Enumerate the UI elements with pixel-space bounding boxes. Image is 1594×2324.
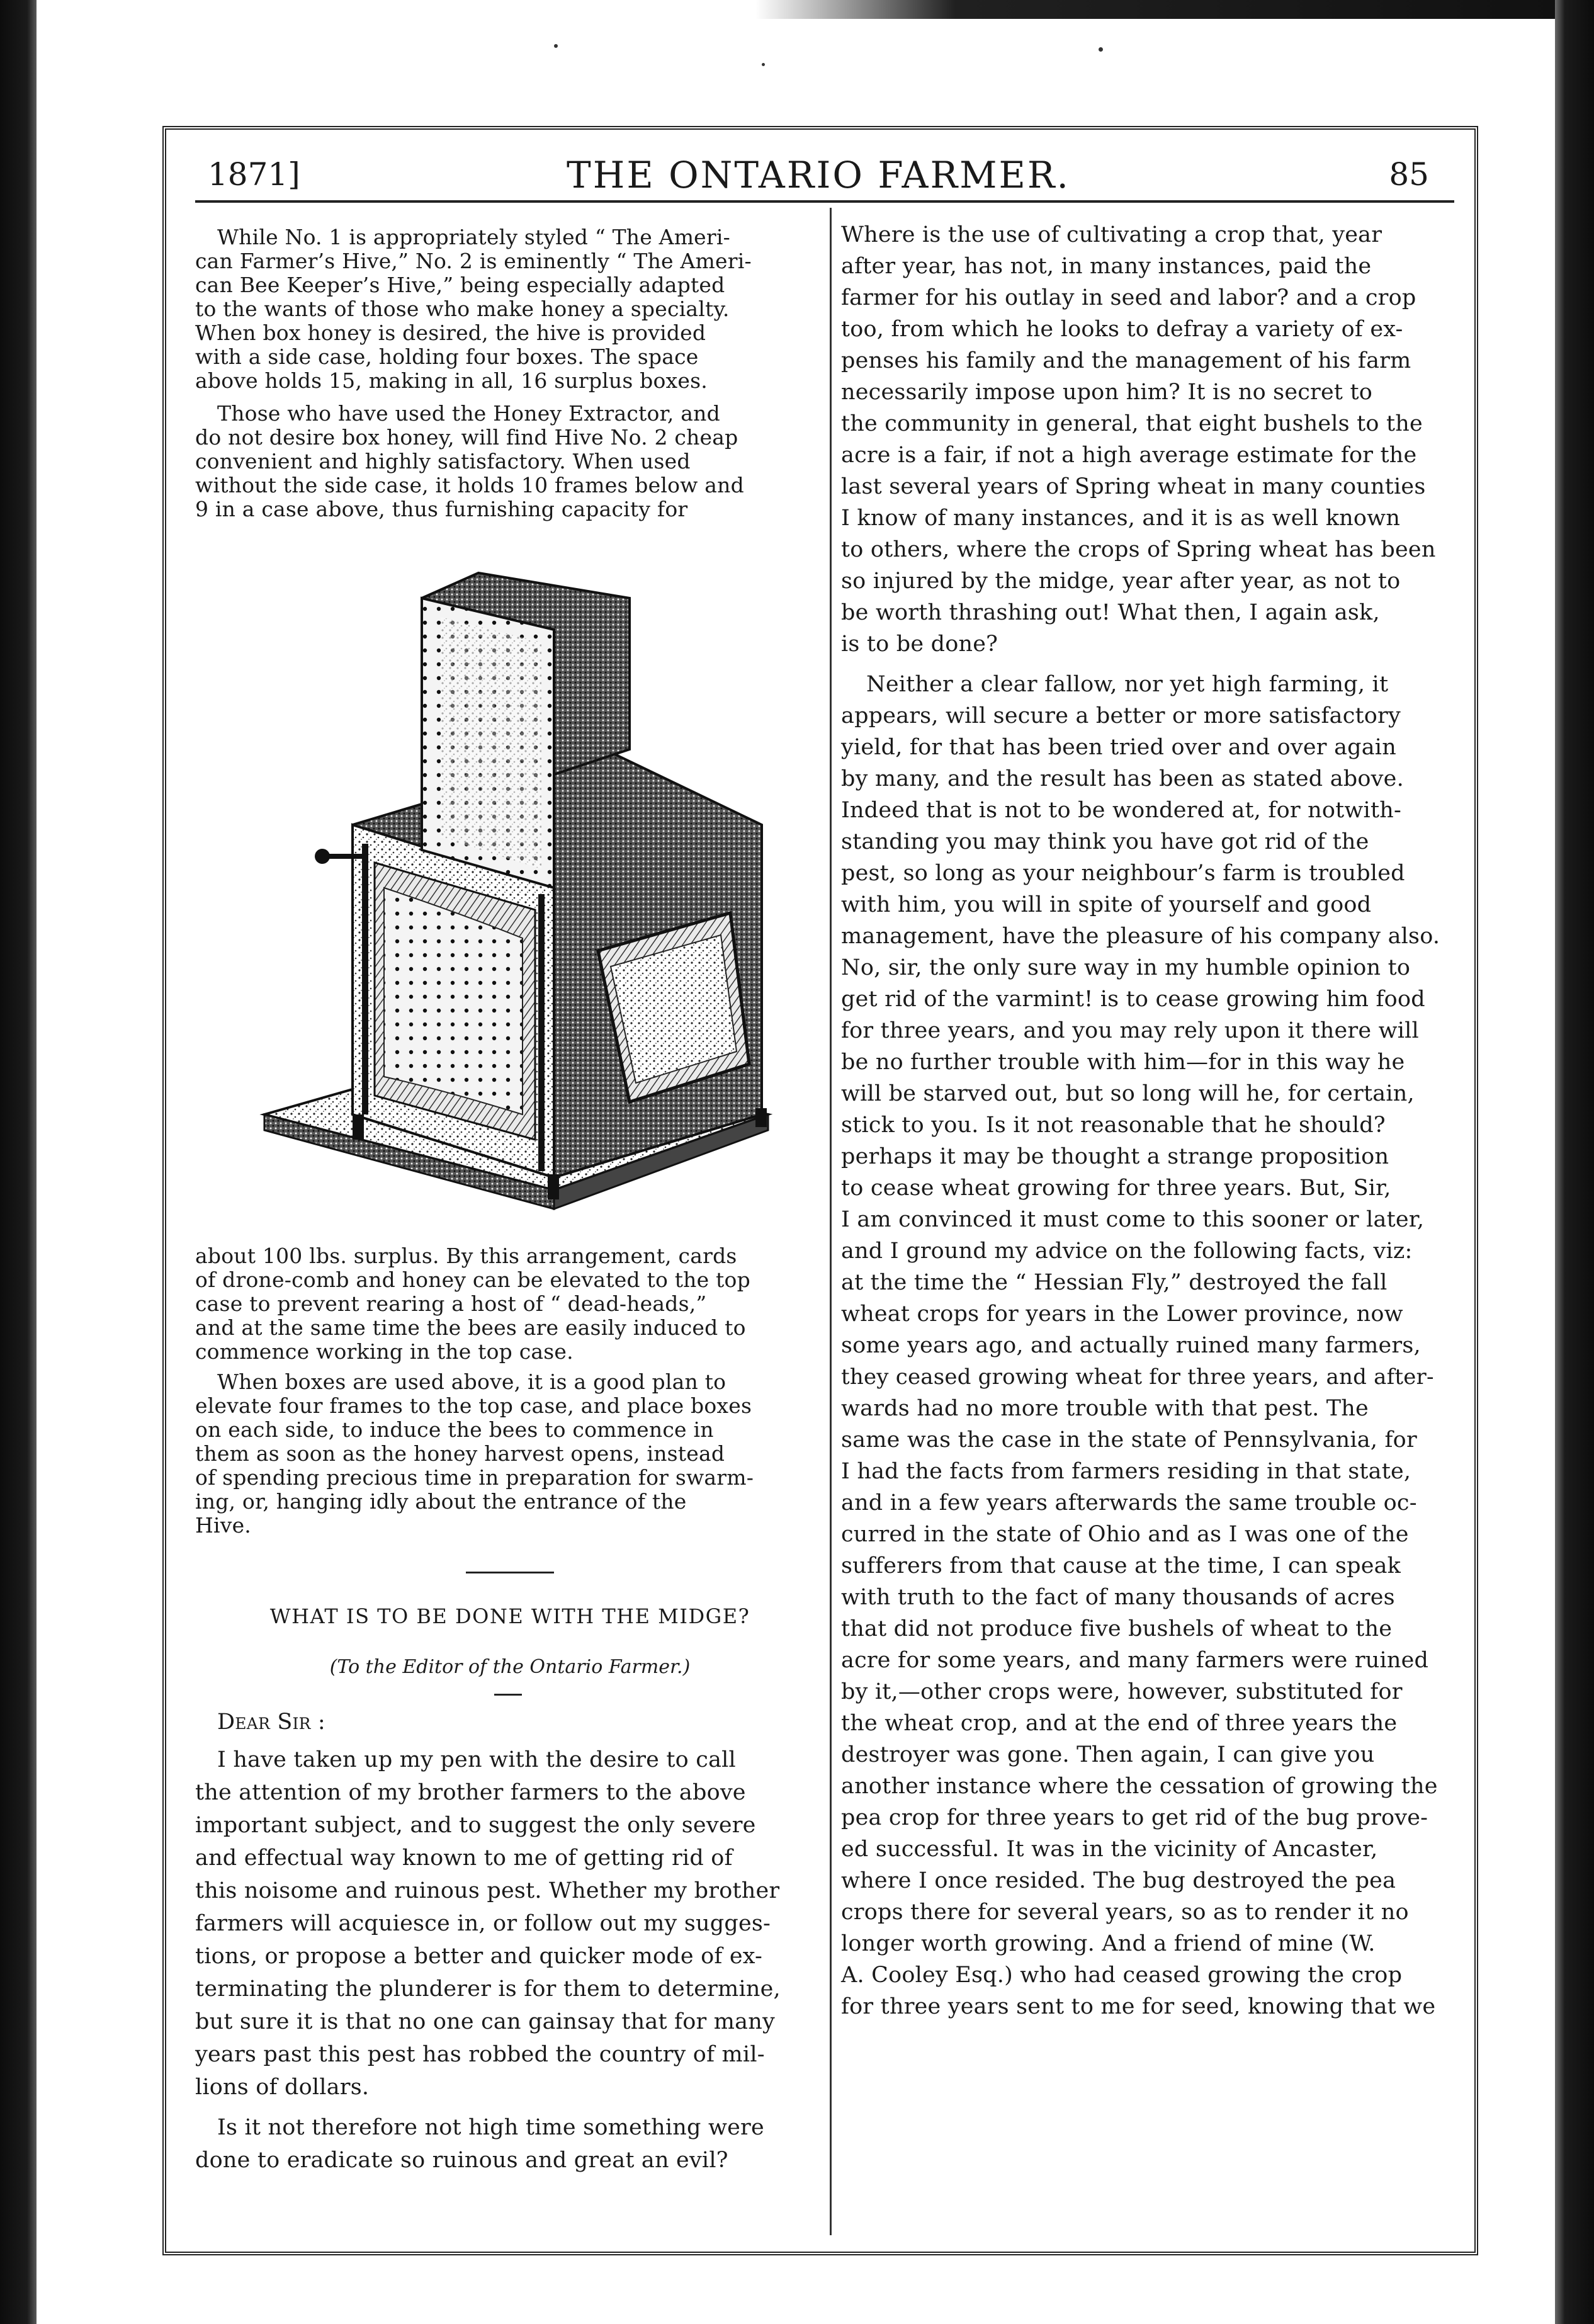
text-line: on each side, to induce the bees to commence in <box>195 1417 714 1442</box>
text-line: with him, you will in spite of yourself and good <box>841 892 1372 917</box>
text-line: No, sir, the only sure way in my humble opinion to <box>841 955 1411 980</box>
text-line: perhaps it may be thought a strange proposition <box>841 1144 1389 1169</box>
page-title: THE ONTARIO FARMER. <box>567 154 1070 196</box>
text-line: they ceased growing wheat for three years, and after- <box>841 1364 1434 1390</box>
text-line: this noisome and ruinous pest. Whether my brother <box>195 1878 780 1903</box>
text-line: to others, where the crops of Spring wheat has been <box>841 537 1436 562</box>
running-head <box>189 150 1448 200</box>
text-line: get rid of the varmint! is to cease growing him food <box>841 987 1425 1012</box>
scan-edge-left <box>0 0 37 2324</box>
text-line: after year, has not, in many instances, paid the <box>841 254 1372 279</box>
text-line: A. Cooley Esq.) who had ceased growing the crop <box>841 1963 1403 1988</box>
text-line: done to eradicate so ruinous and great an evil? <box>195 2148 728 2173</box>
dust-speck <box>554 44 558 48</box>
text-line: be worth thrashing out! What then, I again ask, <box>841 600 1380 625</box>
text-line: years past this pest has robbed the country of mil- <box>195 2042 765 2067</box>
header-rule <box>195 200 1454 203</box>
text-line: While No. 1 is appropriately styled “ The Ameri- <box>217 225 730 249</box>
text-line: acre for some years, and many farmers were ruined <box>841 1648 1429 1673</box>
text-line: I have taken up my pen with the desire to call <box>217 1747 736 1772</box>
text-line: commence working in the top case. <box>195 1339 574 1364</box>
text-line: I know of many instances, and it is as well known <box>841 506 1401 531</box>
text-line: is to be done? <box>841 632 998 657</box>
text-line: to cease wheat growing for three years. But, Sir, <box>841 1176 1391 1201</box>
header-year: 1871] <box>208 156 300 193</box>
text-line: be no further trouble with him—for in this way he <box>841 1050 1405 1075</box>
text-line: where I once resided. The bug destroyed the pea <box>841 1868 1396 1893</box>
text-line: without the side case, it holds 10 frames below and <box>195 473 744 497</box>
text-line: above holds 15, making in all, 16 surplus boxes. <box>195 368 708 393</box>
text-line: by many, and the result has been as stated above. <box>841 766 1404 791</box>
text-line: ed successful. It was in the vicinity of Ancaster, <box>841 1837 1378 1862</box>
text-line: the community in general, that eight bushels to the <box>841 411 1423 436</box>
text-line: can Bee Keeper’s Hive,” being especially adapted <box>195 273 725 297</box>
text-line: and in a few years afterwards the same trouble oc- <box>841 1490 1417 1516</box>
article-title: WHAT IS TO BE DONE WITH THE MIDGE? <box>269 1604 750 1628</box>
text-line: by it,—other crops were, however, substituted for <box>841 1679 1403 1704</box>
text-line: the attention of my brother farmers to the above <box>195 1780 746 1805</box>
text-line: at the time the “ Hessian Fly,” destroyed the fall <box>841 1270 1388 1295</box>
text-line: Neither a clear fallow, nor yet high farming, it <box>866 672 1389 697</box>
text-line: pea crop for three years to get rid of the bug prove- <box>841 1805 1428 1830</box>
text-line: wheat crops for years in the Lower province, now <box>841 1301 1403 1327</box>
text-line: to the wants of those who make honey a specialty. <box>195 297 730 321</box>
text-line: tions, or propose a better and quicker mode of ex- <box>195 1944 763 1969</box>
text-line: case to prevent rearing a host of “ dead-heads,” <box>195 1291 707 1316</box>
text-line: appears, will secure a better or more satisfactory <box>841 703 1401 728</box>
text-line: standing you may think you have got rid of the <box>841 829 1369 854</box>
text-line: so injured by the midge, year after year, as not to <box>841 569 1401 594</box>
text-line: last several years of Spring wheat in many counties <box>841 474 1426 499</box>
text-line: another instance where the cessation of growing the <box>841 1774 1438 1799</box>
dust-speck <box>762 63 765 66</box>
text-line: too, from which he looks to defray a variety of ex- <box>841 317 1403 342</box>
scan-top-bar <box>755 0 1555 19</box>
text-line: Where is the use of cultivating a crop that, year <box>841 222 1382 247</box>
text-line: Those who have used the Honey Extractor, and <box>217 401 720 426</box>
text-line: ing, or, hanging idly about the entrance of the <box>195 1489 687 1514</box>
text-line: important subject, and to suggest the only severe <box>195 1813 756 1838</box>
section-rule <box>494 1694 522 1696</box>
text-line: penses his family and the management of his farm <box>841 348 1411 373</box>
text-line: management, have the pleasure of his company also. <box>841 924 1440 949</box>
text-line: some years ago, and actually ruined many farmers, <box>841 1333 1421 1358</box>
text-line: the wheat crop, and at the end of three years the <box>841 1711 1398 1736</box>
text-line: lions of dollars. <box>195 2075 370 2100</box>
text-line: terminating the plunderer is for them to determine, <box>195 1976 781 2002</box>
text-line: When box honey is desired, the hive is provided <box>195 320 706 345</box>
text-line: do not desire box honey, will find Hive No. 2 cheap <box>195 425 738 450</box>
text-line: convenient and highly satisfactory. When used <box>195 449 691 473</box>
text-line: wards had no more trouble with that pest. The <box>841 1396 1369 1421</box>
text-line: stick to you. Is it not reasonable that he should? <box>841 1113 1386 1138</box>
text-line: for three years, and you may rely upon it there will <box>841 1018 1419 1043</box>
text-line: of drone-comb and honey can be elevated to the top <box>195 1267 750 1292</box>
text-line: necessarily impose upon him? It is no secret to <box>841 380 1373 405</box>
text-line: pest, so long as your neighbour’s farm is troubled <box>841 861 1405 886</box>
text-line: that did not produce five bushels of wheat to the <box>841 1616 1393 1641</box>
scan-edge-right <box>1555 0 1594 2324</box>
article-subtitle: (To the Editor of the Ontario Farmer.) <box>329 1656 691 1678</box>
text-line: sufferers from that cause at the time, I can speak <box>841 1553 1401 1579</box>
text-line: and effectual way known to me of getting rid of <box>195 1845 733 1871</box>
text-line: destroyer was gone. Then again, I can give you <box>841 1742 1375 1767</box>
text-line: Is it not therefore not high time something were <box>217 2115 764 2140</box>
text-line: I had the facts from farmers residing in that state, <box>841 1459 1411 1484</box>
text-line: I am convinced it must come to this sooner or later, <box>841 1207 1425 1232</box>
text-line: farmer for his outlay in seed and labor? and a crop <box>841 285 1416 310</box>
text-line: same was the case in the state of Pennsylvania, for <box>841 1427 1417 1453</box>
page-number: 85 <box>1389 156 1429 193</box>
text-line: but sure it is that no one can gainsay that for many <box>195 2009 775 2034</box>
text-line: with truth to the fact of many thousands of acres <box>841 1585 1395 1610</box>
text-line: them as soon as the honey harvest opens, instead <box>195 1441 725 1466</box>
text-line: and at the same time the bees are easily induced to <box>195 1315 746 1340</box>
text-line: Indeed that is not to be wondered at, for notwith- <box>841 798 1401 823</box>
dust-speck <box>1099 47 1103 52</box>
text-line: will be starved out, but so long will he, for certain, <box>841 1081 1415 1106</box>
text-line: can Farmer’s Hive,” No. 2 is eminently “ The Ameri- <box>195 249 752 273</box>
text-line: When boxes are used above, it is a good plan to <box>217 1369 726 1394</box>
text-line: of spending precious time in preparation for swarm- <box>195 1465 754 1490</box>
text-line: Hive. <box>195 1513 251 1538</box>
text-line: curred in the state of Ohio and as I was one of the <box>841 1522 1409 1547</box>
salutation: Dear Sir : <box>217 1709 325 1735</box>
text-line: crops there for several years, so as to render it no <box>841 1900 1409 1925</box>
text-line: elevate four frames to the top case, and place boxes <box>195 1393 752 1418</box>
text-line: about 100 lbs. surplus. By this arrangement, cards <box>195 1244 737 1268</box>
text-line: 9 in a case above, thus furnishing capacity for <box>195 497 688 521</box>
text-line: for three years sent to me for seed, knowing that we <box>841 1994 1436 2019</box>
section-rule <box>466 1572 554 1573</box>
text-line: longer worth growing. And a friend of mine (W. <box>841 1931 1376 1956</box>
beehive-illustration <box>252 560 793 1234</box>
text-line: and I ground my advice on the following facts, viz: <box>841 1239 1413 1264</box>
text-line: with a side case, holding four boxes. The space <box>195 344 699 369</box>
text-line: farmers will acquiesce in, or follow out my sugges- <box>195 1911 771 1936</box>
column-rule <box>830 208 832 2235</box>
text-line: yield, for that has been tried over and over again <box>841 735 1396 760</box>
text-line: acre is a fair, if not a high average estimate for the <box>841 443 1417 468</box>
